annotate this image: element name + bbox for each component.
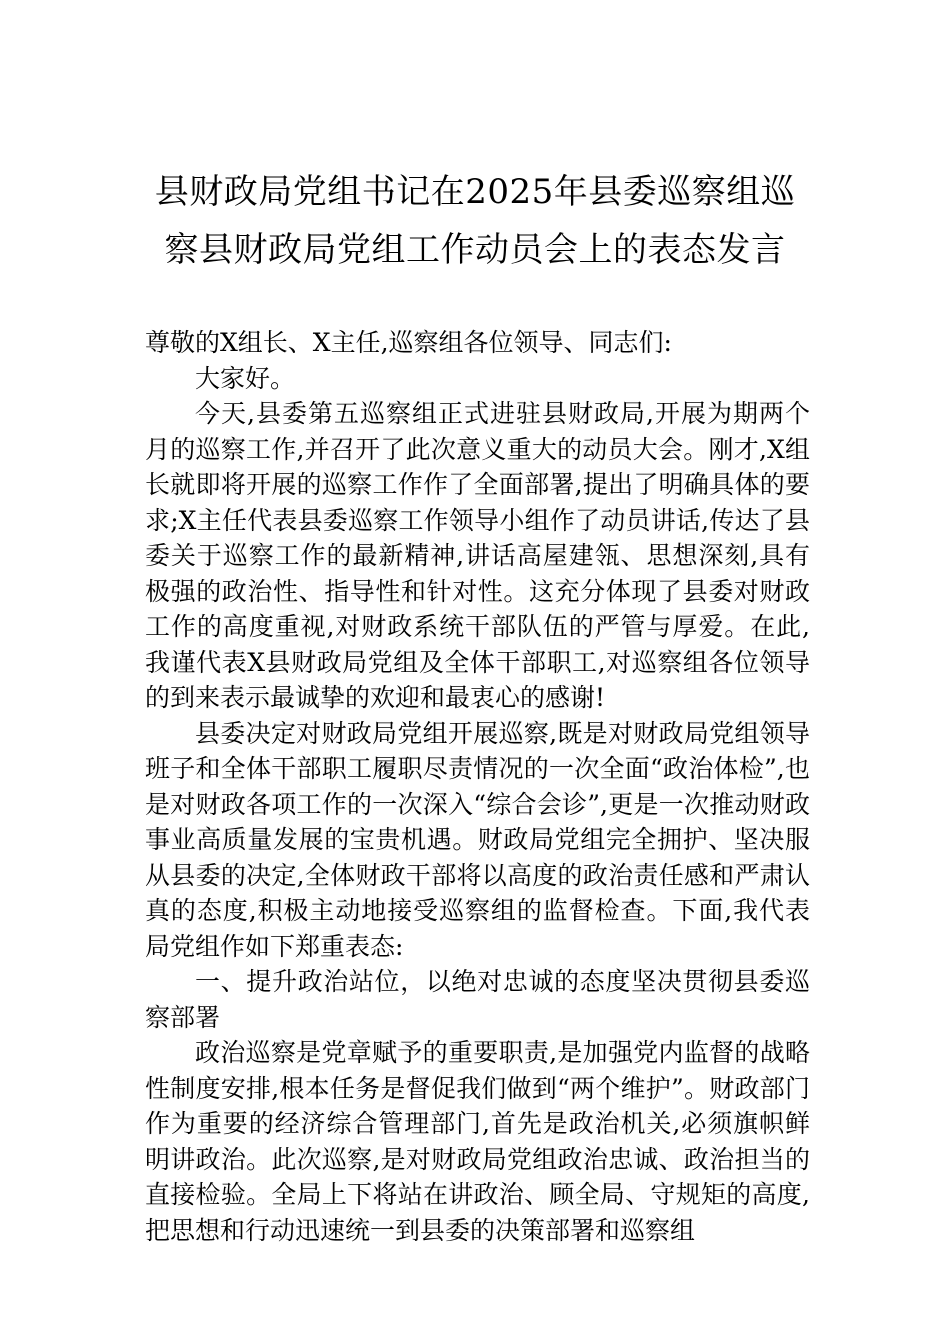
section-heading-1: 一、提升政治站位，以绝对忠诚的态度坚决贯彻县委巡察部署 — [145, 967, 810, 1032]
document-body — [145, 325, 810, 1248]
greeting: 大家好。 — [195, 363, 296, 393]
paragraph-significance: 县委决定对财政局党组开展巡察,既是对财政局党组领导班子和全体干部职工履职尽责情况的一次全面“政治体检”,也是对财政各项工作的一次深入“综合会诊”,更是一次推动财政事业高质量发展的宝贵机遇。财政局党组完全拥护、坚决服从县委的决定,全体财政干部将以高度的政治责任感和严肃认真的态度,积极主动地接受巡察组的监督检查。下面,我代表局党组作如下郑重表态: — [145, 718, 810, 961]
title-line-2: 察县财政局党组工作动员会上的表态发言 — [164, 230, 786, 270]
salutation: 尊敬的X组长、X主任,巡察组各位领导、同志们: — [145, 328, 672, 357]
document-title — [140, 163, 810, 279]
title-line-1: 县财政局党组书记在2025年县委巡察组巡 — [154, 172, 796, 212]
paragraph-political-inspection: 政治巡察是党章赋予的重要职责,是加强党内监督的战略性制度安排,根本任务是督促我们做到“两个维护”。财政部门作为重要的经济综合管理部门,首先是政治机关,必须旗帜鲜明讲政治。此次巡察,是对财政局党组政治忠诚、政治担当的直接检验。全局上下将站在讲政治、顾全局、守规矩的高度,把思想和行动迅速统一到县委的决策部署和巡察组 — [145, 1038, 810, 1245]
paragraph-opening: 今天,县委第五巡察组正式进驻县财政局,开展为期两个月的巡察工作,并召开了此次意义重大的动员大会。刚才,X组长就即将开展的巡察工作作了全面部署,提出了明确具体的要求;X主任代表县委巡察工作领导小组作了动员讲话,传达了县委关于巡察工作的最新精神,讲话高屋建瓴、思想深刻,具有极强的政治性、指导性和针对性。这充分体现了县委对财政工作的高度重视,对财政系统干部队伍的严管与厚爱。在此,我谨代表X县财政局党组及全体干部职工,对巡察组各位领导的到来表示最诚挚的欢迎和最衷心的感谢! — [145, 399, 810, 712]
